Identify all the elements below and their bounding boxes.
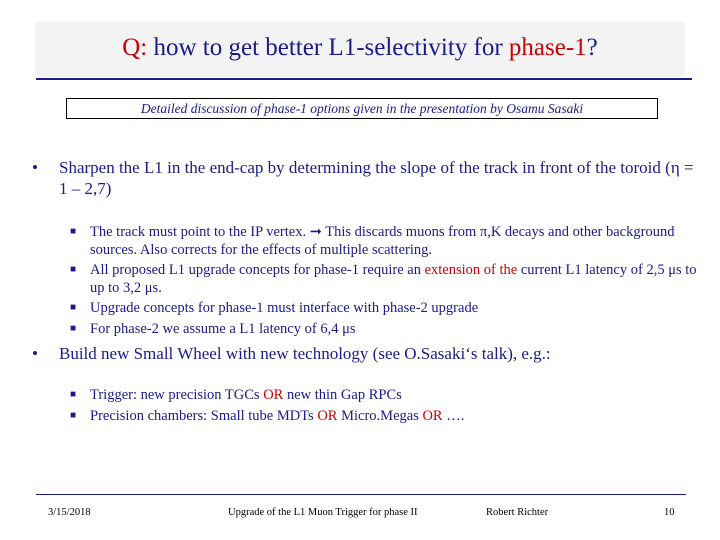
title-middle: how to get better L1-selectivity for (147, 34, 509, 61)
title-underline (36, 78, 692, 80)
highlight-or: OR (263, 387, 284, 403)
slide-title (0, 34, 720, 62)
sub-bullet-text: The track must point to the IP vertex. ➞ This discards muons from π,K decays and other background sources. Also corrects for the effects of multiple scattering. (90, 224, 675, 258)
sub-bullet-text (90, 386, 700, 404)
sub-bullet-text (90, 407, 700, 425)
sub-text-part: …. (442, 408, 465, 424)
bullet-text: Sharpen the L1 in the end-cap by determining the slope of the track in front of the toroid (η = 1 – 2,7) (59, 158, 694, 198)
highlight-or: OR (422, 408, 443, 424)
sub-text-part: Precision chambers: Small tube MDTs (90, 408, 318, 424)
sub-text-part: All proposed L1 upgrade concepts for phase-1 require an (90, 262, 425, 278)
square-bullet-icon: ■ (70, 226, 77, 237)
bullet-dot-icon: • (32, 344, 38, 363)
sub-text-part: new thin Gap RPCs (283, 387, 402, 403)
reference-note-box: Detailed discussion of phase-1 options given in the presentation by Osamu Sasaki (66, 98, 658, 119)
footer-title: Upgrade of the L1 Muon Trigger for phase II (228, 507, 418, 518)
footer-date: 3/15/2018 (48, 507, 91, 518)
square-bullet-icon: ■ (70, 410, 77, 421)
sub-bullet-text: Upgrade concepts for phase-1 must interface with phase-2 upgrade (90, 300, 479, 316)
footer-author: Robert Richter (486, 507, 549, 518)
title-end: ? (586, 34, 598, 61)
sub-text-part: Trigger: new precision TGCs (90, 387, 264, 403)
highlight-extension: extension of the (424, 262, 518, 278)
bullet-dot-icon: • (32, 158, 38, 177)
highlight-or: OR (317, 408, 338, 424)
sub-text-part: Micro.Megas (337, 408, 423, 424)
square-bullet-icon: ■ (70, 389, 77, 400)
title-phase: phase-1 (508, 34, 587, 61)
title-q: Q: (122, 34, 148, 61)
footer-rule (36, 494, 686, 495)
sub-bullet-text (90, 261, 700, 297)
square-bullet-icon: ■ (70, 323, 77, 334)
bullet-text: Build new Small Wheel with new technology (see O.Sasaki‘s talk), e.g.: (59, 344, 551, 363)
square-bullet-icon: ■ (70, 264, 77, 275)
sub-text-part: current L1 latency of 2,5 μs to up to 3,2 μs. (90, 262, 697, 296)
sub-bullet-text: For phase-2 we assume a L1 latency of 6,4 μs (90, 321, 356, 337)
footer-page-number: 10 (664, 507, 675, 518)
square-bullet-icon: ■ (70, 302, 77, 313)
